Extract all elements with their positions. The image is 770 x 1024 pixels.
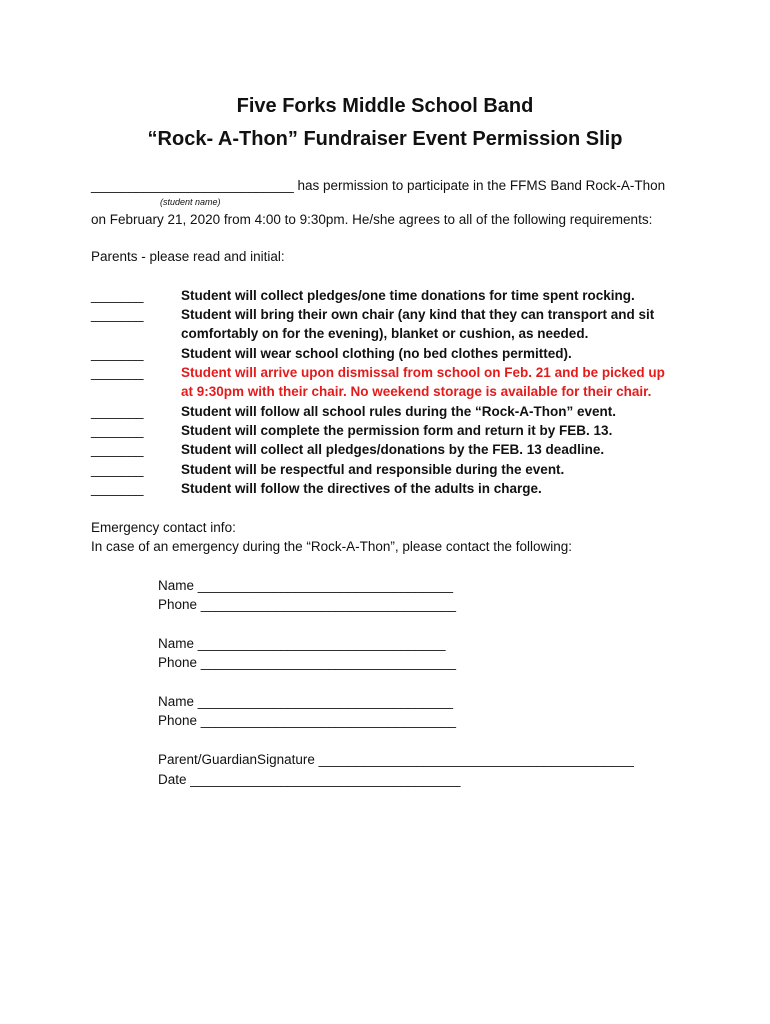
initial-blank: _______: [91, 288, 144, 303]
initial-blank: _______: [91, 481, 144, 496]
parents-instruction: Parents - please read and initial:: [91, 249, 285, 264]
emergency-instruction: In case of an emergency during the “Rock-A-Thon”, please contact the following:: [91, 539, 573, 554]
requirement-text: Student will wear school clothing (no bed clothes permitted).: [181, 346, 572, 361]
initial-blank: _______: [91, 462, 144, 477]
contact-name-field: Name _________________________________: [158, 636, 446, 651]
initial-blank: _______: [91, 404, 144, 419]
document-subtitle: “Rock- A-Thon” Fundraiser Event Permission Slip: [147, 128, 623, 150]
contact-phone-field: Phone __________________________________: [158, 597, 457, 612]
contact-phone-field: Phone __________________________________: [158, 713, 457, 728]
initial-blank: _______: [91, 307, 144, 322]
initial-blank: _______: [91, 423, 144, 438]
requirement-text-highlighted-continued: at 9:30pm with their chair. No weekend storage is available for their chair.: [181, 384, 652, 399]
initial-blank: _______: [91, 346, 144, 361]
contact-name-field: Name __________________________________: [158, 694, 454, 709]
contact-name-field: Name __________________________________: [158, 578, 454, 593]
requirement-text: Student will bring their own chair (any kind that they can transport and sit: [181, 307, 655, 322]
emergency-heading: Emergency contact info:: [91, 520, 236, 535]
event-date-line: on February 21, 2020 from 4:00 to 9:30pm. He/she agrees to all of the following requirements:: [91, 212, 653, 227]
requirement-text: Student will be respectful and responsible during the event.: [181, 462, 565, 477]
document-title: Five Forks Middle School Band: [236, 95, 534, 117]
requirement-text-continued: comfortably on for the evening), blanket or cushion, as needed.: [181, 326, 589, 341]
student-name-caption: (student name): [160, 197, 221, 207]
requirement-text-highlighted: Student will arrive upon dismissal from school on Feb. 21 and be picked up: [181, 365, 665, 380]
initial-blank: _______: [91, 442, 144, 457]
student-permission-line: ___________________________ has permission to participate in the FFMS Band Rock-A-Thon: [91, 178, 666, 193]
requirement-text: Student will collect pledges/one time donations for time spent rocking.: [181, 288, 635, 303]
requirement-text: Student will follow all school rules during the “Rock-A-Thon” event.: [181, 404, 617, 419]
contact-phone-field: Phone __________________________________: [158, 655, 457, 670]
requirement-text: Student will complete the permission form and return it by FEB. 13.: [181, 423, 613, 438]
requirement-text: Student will collect all pledges/donations by the FEB. 13 deadline.: [181, 442, 605, 457]
requirement-text: Student will follow the directives of the adults in charge.: [181, 481, 542, 496]
guardian-signature-field: Parent/GuardianSignature __________________________________________: [158, 752, 634, 767]
initial-blank: _______: [91, 365, 144, 380]
date-field: Date ____________________________________: [158, 772, 461, 787]
